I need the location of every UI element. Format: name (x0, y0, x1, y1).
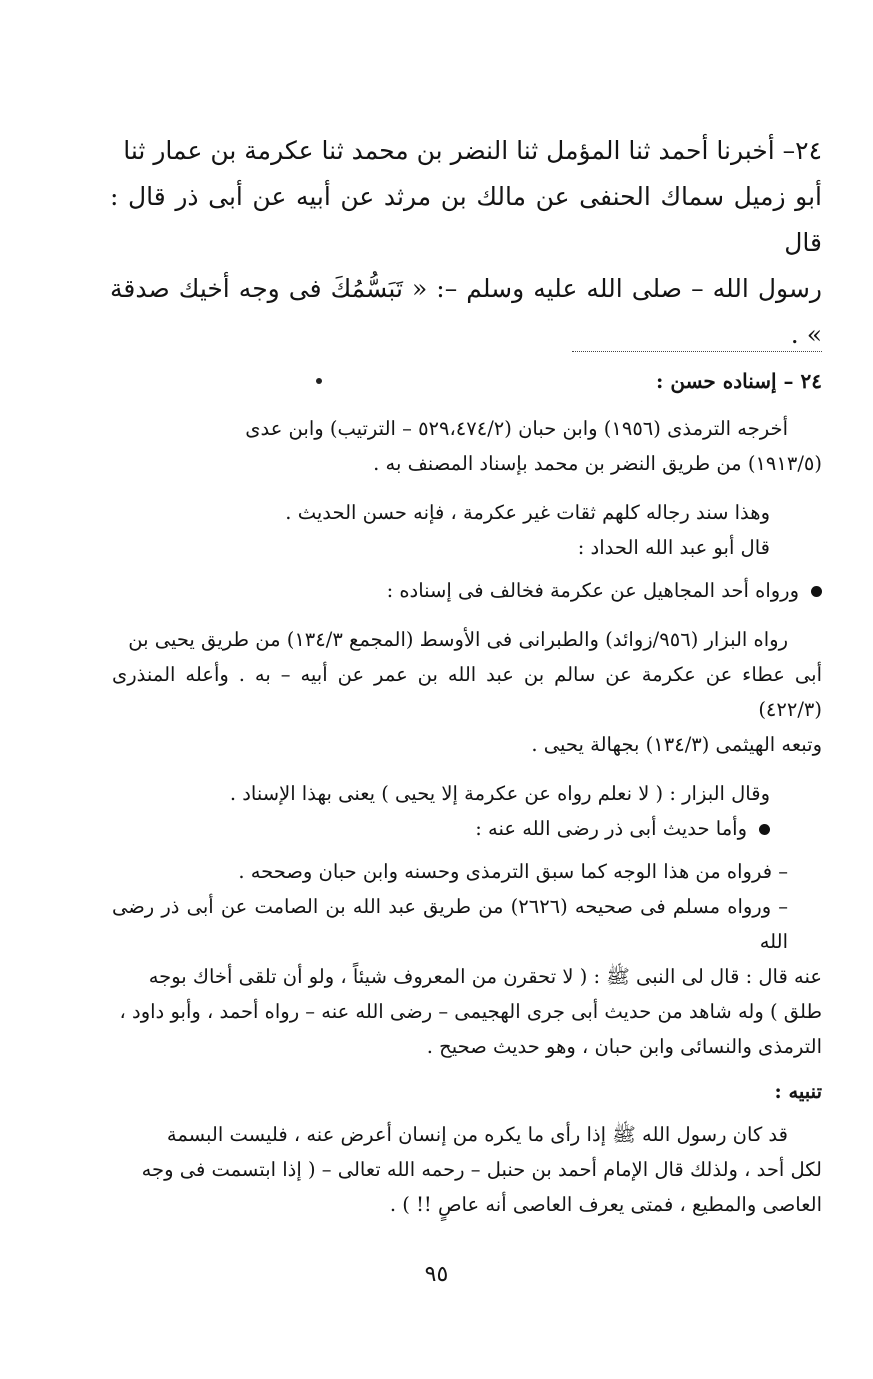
tanbih-line: العاصى والمطيع ، فمتى يعرف العاصى أنه عاصٍ !! ) . (389, 1193, 822, 1216)
bullet-item (112, 811, 822, 846)
dash-line: عنه قال : قال لى النبى ﷺ : ( لا تحقرن من المعروف شيئاً ، ولو أن تلقى أخاك بوجه (148, 965, 822, 988)
dash-line: الترمذى والنسائى وابن حبان ، وهو حديث صحيح . (426, 1035, 822, 1058)
bullet-text: وأما حديث أبى ذر رضى الله عنه : (475, 817, 747, 840)
footnotes (112, 364, 822, 1222)
bullet-text: ورواه أحد المجاهيل عن عكرمة فخالف فى إسناده : (386, 579, 799, 602)
tanbih-line: قد كان رسول الله ﷺ إذا رأى ما يكره من إنسان أعرض عنه ، فليست البسمة (166, 1123, 788, 1146)
comment-line: وهذا سند رجاله كلهم ثقات غير عكرمة ، فإنه حسن الحديث . (285, 501, 770, 524)
footnote-heading: ٢٤ – إسناده حسن : (656, 369, 822, 393)
page-number: ٩٥ (424, 1262, 449, 1287)
bazzar-line: رواه البزار (٩٥٦/زوائد) والطبرانى فى الأوسط (المجمع ١٣٤/٣) من طريق يحيى بن (128, 628, 788, 651)
author-line: قال أبو عبد الله الحداد : (577, 536, 770, 559)
dash-line: طلق ) وله شاهد من حديث أبى جرى الهجيمى – رضى الله عنه – رواه أحمد ، وأبو داود ، (119, 1000, 822, 1023)
bazzar-line: أبى عطاء عن عكرمة عن سالم بن عبد الله بن عمر عن أبيه – به . وأعله المنذرى (٤٢٢/٣) (112, 663, 822, 721)
hadith-line: ٢٤– أخبرنا أحمد ثنا المؤمل ثنا النضر بن محمد ثنا عكرمة بن عمار ثنا (123, 136, 822, 165)
bazzar-line: وتبعه الهيثمى (١٣٤/٣) بجهالة يحيى . (531, 733, 822, 756)
bullet-icon (759, 824, 770, 835)
bullet-icon (811, 586, 822, 597)
bazzar-quote: وقال البزار : ( لا نعلم رواه عن عكرمة إلا يحيى ) يعنى بهذا الإسناد . (229, 782, 770, 805)
tanbih-heading: تنبيه : (774, 1080, 822, 1103)
bullet-item (112, 573, 822, 608)
hadith-line: أبو زميل سماك الحنفى عن مالك بن مرثد عن أبيه عن أبى ذر قال : قال (110, 182, 822, 257)
dash-line: – فرواه من هذا الوجه كما سبق الترمذى وحسنه وابن حبان وصححه . (238, 860, 788, 883)
takhrij-line: (١٩١٣/٥) من طريق النضر بن محمد بإسناد المصنف به . (373, 452, 822, 475)
dash-line: – ورواه مسلم فى صحيحه (٢٦٢٦) من طريق عبد الله بن الصامت عن أبى ذر رضى الله (112, 895, 789, 953)
footnote-separator (572, 351, 822, 352)
takhrij-line: أخرجه الترمذى (١٩٥٦) وابن حبان (٥٢٩،٤٧٤/٢ – الترتيب) وابن عدى (245, 417, 788, 440)
hadith-text (110, 128, 822, 358)
hadith-line: رسول الله – صلى الله عليه وسلم –: « تَبَسُّمُكَ فى وجه أخيك صدقة » . (110, 274, 822, 349)
tanbih-line: لكل أحد ، ولذلك قال الإمام أحمد بن حنبل – رحمه الله تعالى – ( إذا ابتسمت فى وجه (141, 1158, 822, 1181)
